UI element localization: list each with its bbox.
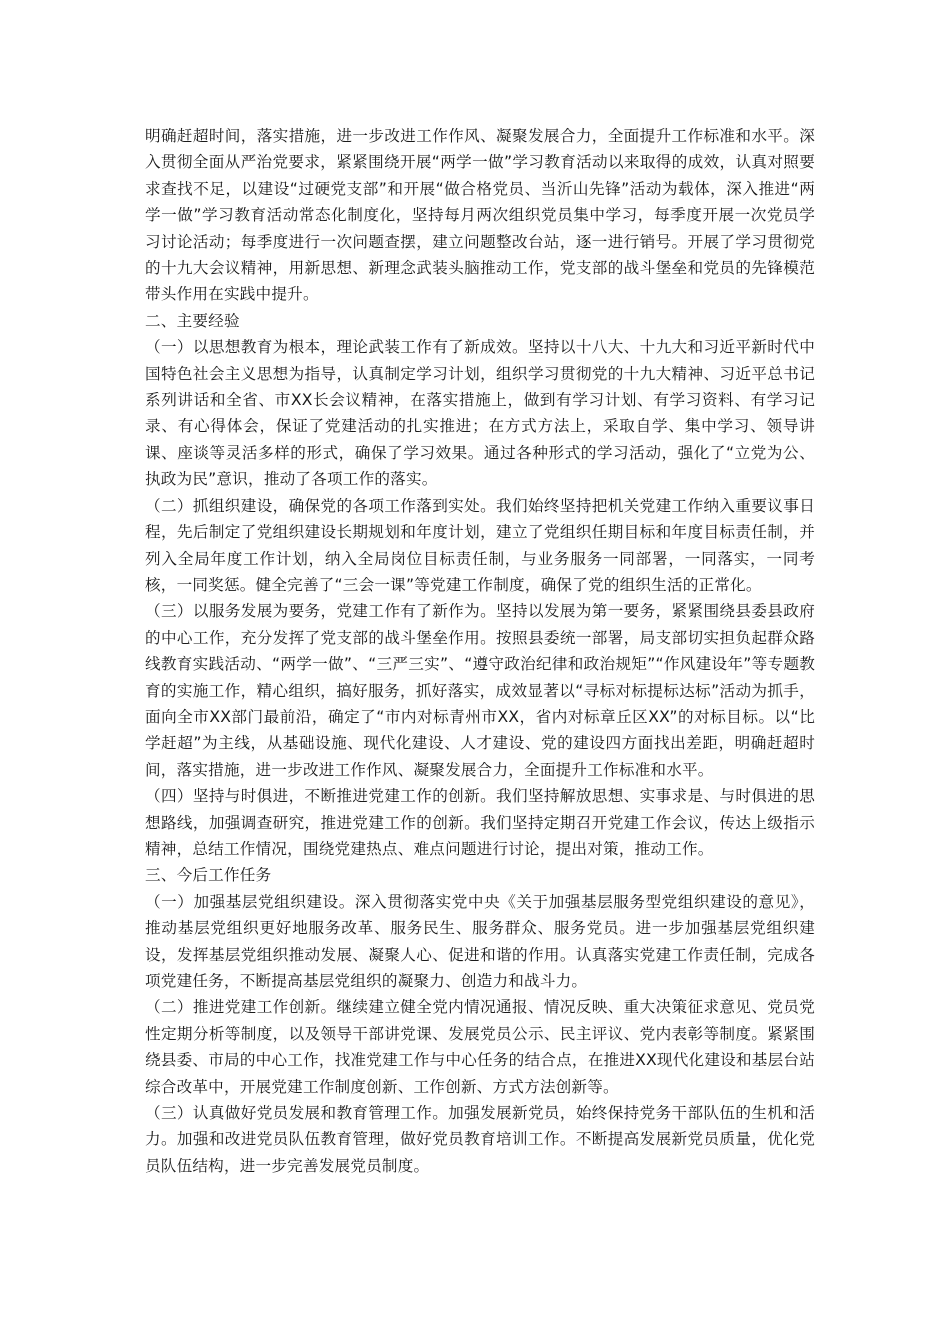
paragraph-task-2: （二）推进党建工作创新。继续建立健全党内情况通报、情况反映、重大决策征求意见、党员党性定期分析等制度，以及领导干部讲党课、发展党员公示、民主评议、党内表彰等制度。紧紧围绕县委、市局的中心工作，找准党建工作与中心任务的结合点，在推进XX现代化建设和基层台站综合改革中，开展党建工作制度创新、工作创新、方式方法创新等。 bbox=[145, 998, 815, 1096]
document-body bbox=[145, 123, 815, 1179]
paragraph-task-1: （一）加强基层党组织建设。深入贯彻落实党中央《关于加强基层服务型党组织建设的意见》，推动基层党组织更好地服务改革、服务民生、服务群众、服务党员。进一步加强基层党组织建设，发挥基层党组织推动发展、凝聚人心、促进和谐的作用。认真落实党建工作责任制，完成各项党建任务，不断提高基层党组织的凝聚力、创造力和战斗力。 bbox=[145, 892, 815, 990]
paragraph-experience-1: （一）以思想教育为根本，理论武装工作有了新成效。坚持以十八大、十九大和习近平新时代中国特色社会主义思想为指导，认真制定学习计划，组织学习贯彻党的十九大精神、习近平总书记系列讲话和全省、市XX长会议精神，在落实措施上，做到有学习计划、有学习资料、有学习记录、有心得体会，保证了党建活动的扎实推进；在方式方法上，采取自学、集中学习、领导讲课、座谈等灵活多样的形式，确保了学习效果。通过各种形式的学习活动，强化了“立党为公、执政为民”意识，推动了各项工作的落实。 bbox=[145, 338, 815, 489]
paragraph-experience-4: （四）坚持与时俱进，不断推进党建工作的创新。我们坚持解放思想、实事求是、与时俱进的思想路线，加强调查研究，推进党建工作的创新。我们坚持定期召开党建工作会议，传达上级指示精神，总结工作情况，围绕党建热点、难点问题进行讨论，提出对策，推动工作。 bbox=[145, 787, 815, 858]
paragraph-task-3: （三）认真做好党员发展和教育管理工作。加强发展新党员，始终保持党务干部队伍的生机和活力。加强和改进党员队伍教育管理，做好党员教育培训工作。不断提高发展新党员质量，优化党员队伍结构，进一步完善发展党员制度。 bbox=[145, 1104, 815, 1175]
section-heading-future-tasks: 三、今后工作任务 bbox=[145, 866, 272, 885]
paragraph-experience-2: （二）抓组织建设，确保党的各项工作落到实处。我们始终坚持把机关党建工作纳入重要议事日程，先后制定了党组织建设长期规划和年度计划，建立了党组织任期目标和年度目标责任制，并列入全局年度工作计划，纳入全局岗位目标责任制，与业务服务一同部署，一同落实，一同考核，一同奖惩。健全完善了“三会一课”等党建工作制度，确保了党的组织生活的正常化。 bbox=[145, 496, 815, 594]
paragraph-experience-3: （三）以服务发展为要务，党建工作有了新作为。坚持以发展为第一要务，紧紧围绕县委县政府的中心工作，充分发挥了党支部的战斗堡垒作用。按照县委统一部署，局支部切实担负起群众路线教育实践活动、“两学一做”、“三严三实”、“遵守政治纪律和政治规矩”“作风建设年”等专题教育的实施工作，精心组织，搞好服务，抓好落实，成效显著以“寻标对标提标达标”活动为抓手，面向全市XX部门最前沿，确定了“市内对标青州市XX，省内对标章丘区XX”的对标目标。以“比学赶超”为主线，从基础设施、现代化建设、人才建设、党的建设四方面找出差距，明确赶超时间，落实措施，进一步改进工作作风、凝聚发展合力，全面提升工作标准和水平。 bbox=[145, 602, 815, 779]
section-heading-main-experience: 二、主要经验 bbox=[145, 311, 240, 330]
paragraph-intro: 明确赶超时间，落实措施，进一步改进工作作风、凝聚发展合力，全面提升工作标准和水平。深入贯彻全面从严治党要求，紧紧围绕开展“两学一做”学习教育活动以来取得的成效，认真对照要求查找不足，以建设“过硬党支部”和开展“做合格党员、当沂山先锋”活动为载体，深入推进“两学一做”学习教育活动常态化制度化，坚持每月两次组织党员集中学习，每季度开展一次党员学习讨论活动；每季度进行一次问题查摆，建立问题整改台站，逐一进行销号。开展了学习贯彻党的十九大会议精神，用新思想、新理念武装头脑推动工作，党支部的战斗堡垒和党员的先锋模范带头作用在实践中提升。 bbox=[145, 127, 815, 304]
